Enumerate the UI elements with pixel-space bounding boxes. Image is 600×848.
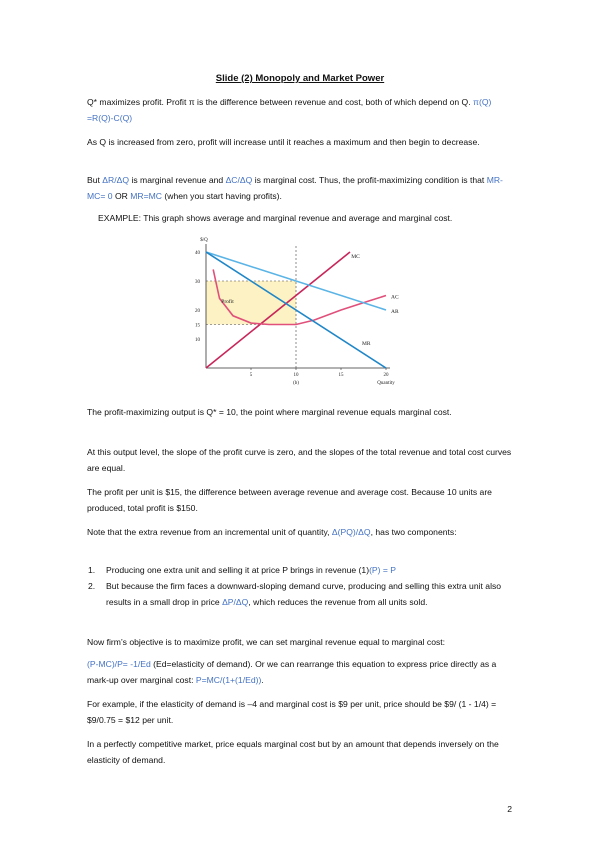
series-label-ar: AR [391, 309, 399, 315]
paragraph-slope: At this output level, the slope of the profit curve is zero, and the slopes of the total revenue and total cost curves are equal. [87, 447, 512, 473]
paragraph-markup: (P-MC)/P= -1/Ed (Ed=elasticity of demand). Or we can rearrange this equation to express price directly as a mark-up over marginal cost: P=MC/(1+(1/Ed)). [87, 659, 497, 685]
profit-text: Q* maximizes profit. Profit π is the difference between revenue and cost, both of which depend on Q. [87, 97, 471, 107]
mr-fraction: ΔR/ΔQ [102, 175, 130, 185]
paragraph-objective: Now firm’s objective is to maximize profit, we can set marginal revenue equal to marginal cost: [87, 637, 446, 647]
list-formula: (P) = P [369, 565, 397, 575]
paragraph-competitive-market: In a perfectly competitive market, price equals marginal cost but by an amount that depends inversely on the elasticity of demand. [87, 739, 499, 765]
x-tick-sublabel: (b) [293, 381, 299, 386]
y-tick-label: 10 [195, 338, 200, 343]
condition-mr-eq-mc: MR=MC [130, 191, 162, 201]
y-tick-label: 40 [195, 251, 200, 256]
revenue-fraction: Δ(PQ)/ΔQ [331, 527, 371, 537]
mc-fraction: ΔC/ΔQ [225, 175, 253, 185]
list-formula: ΔP/ΔQ [222, 597, 249, 607]
series-label-mc: MC [351, 253, 360, 260]
x-tick-label: 5 [249, 373, 253, 378]
profit-label: Profit [221, 298, 234, 305]
page-number: 2 [507, 804, 512, 814]
list-item: 1. Producing one extra unit and selling it at price P brings in revenue (1)(P) = P [88, 565, 397, 575]
page-title: Slide (2) Monopoly and Market Power [215, 73, 385, 84]
profit-max-chart [182, 230, 412, 390]
x-axis-label: Quantity [377, 381, 395, 386]
series-label-mr: MR [362, 340, 371, 347]
paragraph-profit-max-output: The profit-maximizing output is Q* = 10, the point where marginal revenue equals marginal cost. [87, 407, 452, 417]
y-tick-label: 30 [195, 280, 200, 285]
y-tick-label: 15 [195, 323, 200, 329]
paragraph-extra-revenue: Note that the extra revenue from an incremental unit of quantity, Δ(PQ)/ΔQ, has two components: [87, 527, 457, 537]
paragraph-profit-per-unit: The profit per unit is $15, the difference between average revenue and average cost. Because 10 units are produced, total profit is $150. [87, 487, 492, 513]
paragraph-profit-increase: As Q is increased from zero, profit will increase until it reaches a maximum and then begin to decrease. [87, 137, 480, 147]
profit-area [206, 281, 296, 325]
list-item: 2. But because the firm faces a downward-sloping demand curve, producing and selling this extra unit also results in a small drop in price ΔP/ΔQ, which reduces the revenue from all units sold. [88, 581, 502, 607]
paragraph-profit-definition [87, 94, 513, 126]
markup-formula: P=MC/(1+(1/Ed)) [195, 675, 262, 685]
y-tick-label: 20 [195, 309, 200, 314]
series-label-ac: AC [391, 294, 399, 301]
condition-mr-mc: MR-MC= 0 [87, 175, 503, 201]
lerner-formula: (P-MC)/P= -1/Ed [87, 659, 151, 669]
x-tick-label: 20 [383, 373, 389, 378]
y-axis-label: $/Q [200, 238, 208, 243]
x-tick-label: 15 [338, 373, 344, 378]
profit-formula: π(Q) =R(Q)-C(Q) [87, 97, 492, 123]
paragraph-example-elasticity: For example, if the elasticity of demand is –4 and marginal cost is $9 per unit, price should be $9/ (1 - 1/4) = $9/0.75 = $12 per unit. [87, 699, 497, 725]
paragraph-profit-condition: But ΔR/ΔQ is marginal revenue and ΔC/ΔQ is marginal cost. Thus, the profit-maximizing condition is that MR-MC= 0 OR MR=MC (when you start having profits). [87, 175, 503, 201]
example-caption: EXAMPLE: This graph shows average and marginal revenue and average and marginal cost. [98, 213, 453, 223]
x-tick-label: 10 [293, 373, 299, 378]
